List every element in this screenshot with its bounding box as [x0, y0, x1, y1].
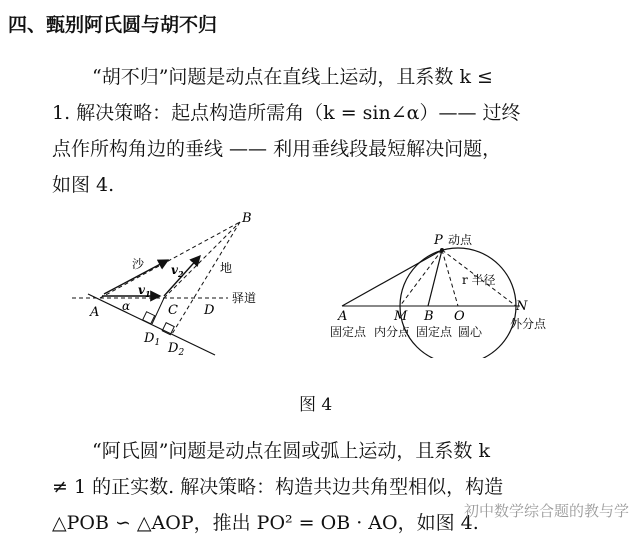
label-D1: $D_1$ — [144, 331, 161, 348]
segment-PM — [400, 250, 442, 306]
label-M: M — [394, 309, 408, 324]
para1-line1: “胡不归”问题是动点在直线上运动，且系数 k ≤ — [92, 66, 493, 88]
point-P — [440, 248, 444, 252]
label-C: C — [168, 303, 178, 318]
para2-line3: △POB ∽ △AOP，推出 PO² = OB · AO，如图 4. — [52, 512, 479, 534]
para2-line2: ≠ 1 的正实数. 解决策略：构造共边共角型相似，构造 — [52, 476, 504, 498]
para1-line4: 如图 4. — [52, 174, 115, 196]
segment-PB — [428, 250, 442, 306]
label-v2: $v_2$ — [171, 263, 184, 279]
label-P-text: 动点 — [448, 233, 473, 247]
label-O-text: 圆心 — [458, 325, 483, 339]
label-A2: A — [338, 309, 348, 324]
label-road: 驿道 — [232, 291, 257, 305]
label-v1: $v_1$ — [138, 283, 151, 299]
label-A: A — [90, 305, 100, 320]
label-sand: 沙 — [132, 257, 145, 271]
label-N-text: 外分点 — [510, 317, 547, 331]
label-B2: B — [424, 309, 434, 324]
label-D: D — [204, 303, 215, 318]
segment-PA — [342, 250, 442, 306]
label-D2: $D_2$ — [168, 341, 185, 358]
label-alpha: α — [122, 299, 131, 313]
section-heading: 四、甄别阿氏圆与胡不归 — [8, 14, 218, 36]
label-A-text: 固定点 — [330, 325, 367, 339]
line-AB — [100, 222, 240, 298]
line-CB — [164, 222, 240, 298]
label-M-text: 内分点 — [374, 325, 411, 339]
apollonius-figure — [330, 228, 570, 358]
label-B-text: 固定点 — [416, 325, 453, 339]
perp-CD1 — [152, 298, 164, 324]
para1-line3: 点作所构角边的垂线 —— 利用垂线段最短解决问题， — [52, 138, 502, 160]
para1-line2: 1. 解决策略：起点构造所需角（k = sin∠α）—— 过终 — [52, 102, 521, 124]
label-O: O — [454, 309, 465, 324]
watermark: 初中数学综合题的教与学 — [463, 502, 629, 520]
label-P: P — [434, 233, 443, 248]
figure-caption: 图 4 — [299, 395, 333, 415]
label-N: N — [516, 299, 528, 314]
segment-PO — [442, 250, 458, 306]
hubugui-figure — [60, 210, 300, 370]
para2-line1: “阿氏圆”问题是动点在圆或弧上运动，且系数 k — [92, 440, 490, 462]
label-B: B — [242, 211, 252, 226]
apollonius-circle — [400, 248, 516, 358]
label-radius: r 半径 — [462, 273, 496, 287]
label-land: 地 — [220, 261, 233, 275]
